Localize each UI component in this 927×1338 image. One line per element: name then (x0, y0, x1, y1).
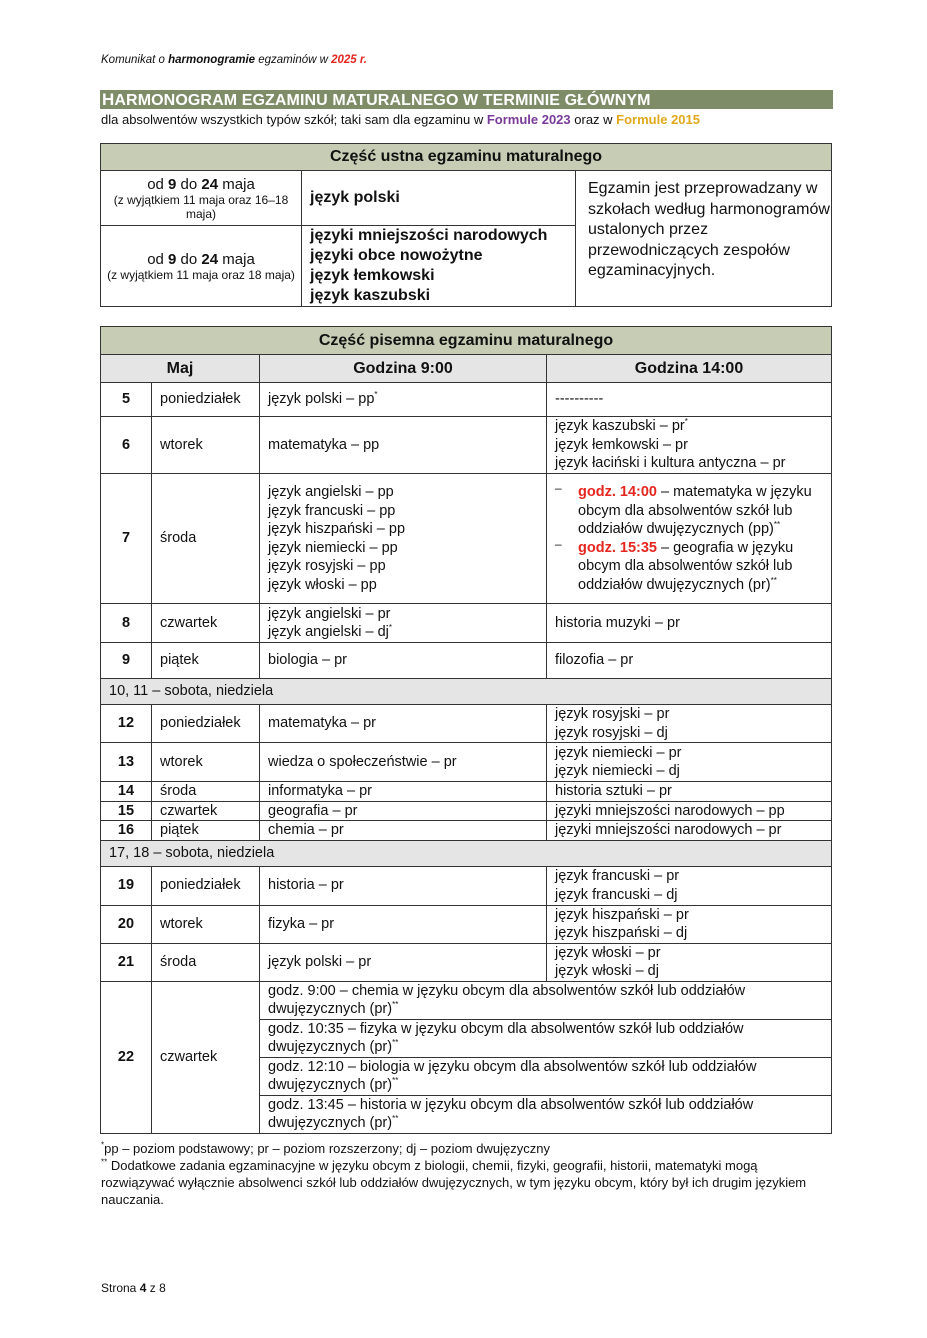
exam-14: język niemiecki – pr język niemiecki – dj (547, 743, 832, 782)
weekday: środa (152, 943, 260, 981)
exam-9: fizyka – pr (260, 905, 547, 943)
table-row (101, 643, 832, 679)
day-number: 15 (101, 801, 152, 821)
footnote-2: ** Dodatkowe zadania egzaminacyjne w języku obcym z biologii, chemii, fizyki, geografii, historii, matematyki mogą rozwiązywać wyłącznie absolwenci szkół lub oddziałów dwujęzycznych, w tym języku obcym, który był ich drugim językiem nauczania. (101, 1157, 807, 1207)
exam-9: biologia – pr (260, 643, 547, 679)
exam-9: język polski – pp* (260, 383, 547, 417)
oral-language-cell: języki mniejszości narodowych języki obce nowożytne język łemkowski język kaszubski (302, 226, 576, 307)
day-number: 20 (101, 905, 152, 943)
written-caption: Część pisemna egzaminu maturalnego (101, 327, 832, 355)
exam-14: filozofia – pr (547, 643, 832, 679)
day-number: 14 (101, 782, 152, 802)
exam-14: – godz. 14:00 – matematyka w języku obcym dla absolwentów szkół lub oddziałów dwujęzycznych (pp)** – godz. 15:35 – geografia w języku obcym dla absolwentów szkół lub oddziałów dwujęzycznych (pr)** (547, 474, 832, 604)
table-row (101, 905, 832, 943)
weekend-row: 17, 18 – sobota, niedziela (101, 840, 832, 866)
weekday: poniedziałek (152, 383, 260, 417)
exam-14: język włoski – pr język włoski – dj (547, 943, 832, 981)
exam-item: godz. 9:00 – chemia w języku obcym dla absolwentów szkół lub oddziałów dwujęzycznych (pr)** (260, 981, 832, 1019)
column-header-9: Godzina 9:00 (260, 355, 547, 383)
exam-9: chemia – pr (260, 821, 547, 841)
weekday: poniedziałek (152, 705, 260, 743)
weekday: piątek (152, 821, 260, 841)
table-row (101, 417, 832, 474)
exam-14: historia muzyki – pr (547, 604, 832, 643)
exam-item: godz. 13:45 – historia w języku obcym dla absolwentów szkół lub oddziałów dwujęzycznych (pr)** (260, 1095, 832, 1133)
table-row (101, 943, 832, 981)
weekday: środa (152, 782, 260, 802)
exam-9: matematyka – pp (260, 417, 547, 474)
day-number: 13 (101, 743, 152, 782)
weekday: piątek (152, 643, 260, 679)
table-row (101, 821, 832, 841)
exam-14: język francuski – pr język francuski – dj (547, 866, 832, 905)
exam-9: informatyka – pr (260, 782, 547, 802)
weekday: czwartek (152, 801, 260, 821)
day-number: 19 (101, 866, 152, 905)
day-number: 6 (101, 417, 152, 474)
day-number: 16 (101, 821, 152, 841)
table-row (101, 604, 832, 643)
exam-14: języki mniejszości narodowych – pp (547, 801, 832, 821)
exam-9: wiedza o społeczeństwie – pr (260, 743, 547, 782)
oral-language-cell: język polski (302, 171, 576, 226)
table-row (101, 801, 832, 821)
day-number: 22 (101, 981, 152, 1133)
oral-exam-table (100, 143, 832, 307)
day-number: 9 (101, 643, 152, 679)
exam-14: język hiszpański – pr język hiszpański – dj (547, 905, 832, 943)
oral-date-cell: od 9 do 24 maja (z wyjątkiem 11 maja oraz 18 maja) (101, 226, 302, 307)
column-header-14: Godzina 14:00 (547, 355, 832, 383)
table-row (101, 743, 832, 782)
exam-14: język kaszubski – pr* język łemkowski – pr język łaciński i kultura antyczna – pr (547, 417, 832, 474)
weekday: wtorek (152, 417, 260, 474)
exam-14: język rosyjski – pr język rosyjski – dj (547, 705, 832, 743)
exam-9: historia – pr (260, 866, 547, 905)
page-title: HARMONOGRAM EGZAMINU MATURALNEGO W TERMINIE GŁÓWNYM (100, 90, 833, 109)
oral-note: Egzamin jest przeprowadzany w szkołach według harmonogramów ustalonych przez przewodniczących zespołów egzaminacyjnych. (576, 171, 832, 307)
table-row (101, 866, 832, 905)
page-footer: Strona 4 z 8 (101, 1281, 166, 1295)
exam-item: godz. 12:10 – biologia w języku obcym dla absolwentów szkół lub oddziałów dwujęzycznych (pr)** (260, 1057, 832, 1095)
weekday: wtorek (152, 905, 260, 943)
oral-date-cell: od 9 do 24 maja (z wyjątkiem 11 maja oraz 16–18 maja) (101, 171, 302, 226)
oral-caption: Część ustna egzaminu maturalnego (101, 144, 832, 171)
weekday: środa (152, 474, 260, 604)
exam-9: język angielski – pr język angielski – dj* (260, 604, 547, 643)
column-header-month: Maj (101, 355, 260, 383)
written-exam-table (100, 326, 832, 1134)
table-row (101, 383, 832, 417)
table-row (101, 981, 832, 1019)
exam-item: godz. 10:35 – fizyka w języku obcym dla absolwentów szkół lub oddziałów dwujęzycznych (pr)** (260, 1019, 832, 1057)
header-note: Komunikat o harmonogramie egzaminów w 2025 r. (101, 54, 367, 66)
exam-9: matematyka – pr (260, 705, 547, 743)
table-row (101, 782, 832, 802)
day-number: 7 (101, 474, 152, 604)
weekend-row: 10, 11 – sobota, niedziela (101, 679, 832, 705)
exam-9: język polski – pr (260, 943, 547, 981)
day-number: 12 (101, 705, 152, 743)
day-number: 8 (101, 604, 152, 643)
weekday: czwartek (152, 981, 260, 1133)
exam-9: język angielski – pp język francuski – pp język hiszpański – pp język niemiecki – pp język rosyjski – pp język włoski – pp (260, 474, 547, 604)
table-row (101, 474, 832, 604)
footnote-1: *pp – poziom podstawowy; pr – poziom rozszerzony; dj – poziom dwujęzyczny (101, 1140, 550, 1156)
day-number: 21 (101, 943, 152, 981)
table-row (101, 705, 832, 743)
exam-14: ---------- (547, 383, 832, 417)
exam-9: geografia – pr (260, 801, 547, 821)
weekday: czwartek (152, 604, 260, 643)
weekday: poniedziałek (152, 866, 260, 905)
page-subtitle: dla absolwentów wszystkich typów szkół; taki sam dla egzaminu w Formule 2023 oraz w Formule 2015 (101, 112, 700, 127)
exam-14: historia sztuki – pr (547, 782, 832, 802)
day-number: 5 (101, 383, 152, 417)
weekday: wtorek (152, 743, 260, 782)
footnotes (101, 1140, 831, 1208)
exam-14: języki mniejszości narodowych – pr (547, 821, 832, 841)
